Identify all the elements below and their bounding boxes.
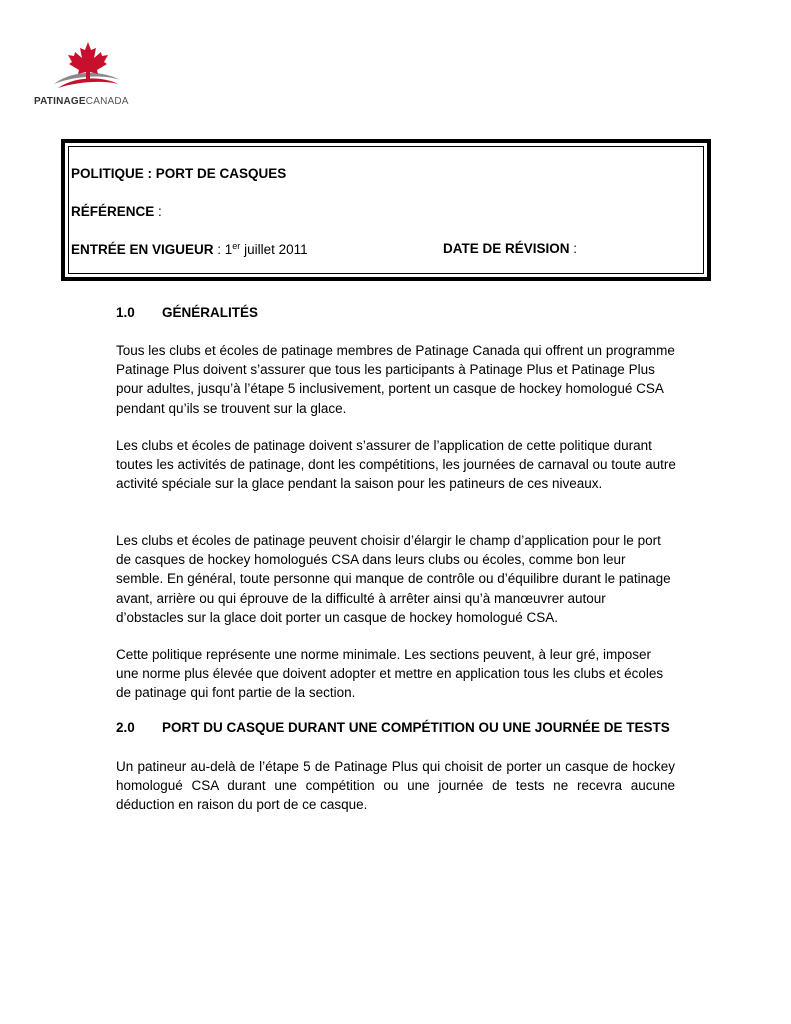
paragraph: Tous les clubs et écoles de patinage membres de Patinage Canada qui offrent un programme Patinage Plus doivent s’assurer que tous les participants à Patinage Plus et Patinage Plus pour adultes, jusqu’à l’étape 5 inclusivement, portent un casque de hockey homologué CSA pendant qu’ils se trouvent sur la glace. (116, 343, 675, 416)
paragraph: Les clubs et écoles de patinage doivent s’assurer de l’application de cette politique durant toutes les activités de patinage, dont les compétitions, les journées de carnaval ou toute autre activité spéciale sur la glace pendant la saison pour les patineurs de ces niveaux. (116, 438, 676, 492)
policy-reference: RÉFÉRENCE : (71, 204, 162, 219)
maple-leaf-icon (52, 40, 122, 98)
patinage-canada-logo (34, 40, 144, 110)
policy-title: POLITIQUE : PORT DE CASQUES (71, 166, 287, 181)
paragraph: Cette politique représente une norme minimale. Les sections peuvent, à leur gré, imposer une norme plus élevée que doivent adopter et mettre en application tous les clubs et écoles de patinage qui font partie de la section. (116, 647, 664, 701)
logo-wordmark: PATINAGECANADA (34, 96, 129, 107)
policy-revision-date: DATE DE RÉVISION : (443, 241, 578, 256)
policy-effective-date: ENTRÉE EN VIGUEUR : 1er juillet 2011 (71, 241, 308, 257)
section-heading: 1.0 GÉNÉRALITÉS (116, 305, 259, 320)
paragraph: Un patineur au-delà de l’étape 5 de Patinage Plus qui choisit de porter un casque de hockey homologué CSA durant une compétition ou une journée de tests ne recevra aucune déduction en raison du port de ce casque. (116, 759, 675, 813)
paragraph: Les clubs et écoles de patinage peuvent choisir d’élargir le champ d’application pour le port de casques de hockey homologués CSA dans leurs clubs ou écoles, comme bon leur semble. En général, toute personne qui manque de contrôle ou d’équilibre durant le patinage avant, arrière ou qui éprouve de la difficulté à arrêter ainsi qu’à manœuvrer autour d’obstacles sur la glace doit porter un casque de hockey homologué CSA. (116, 533, 671, 625)
section-heading: 2.0 PORT DU CASQUE DURANT UNE COMPÉTITION OU UNE JOURNÉE DE TESTS (116, 720, 670, 735)
